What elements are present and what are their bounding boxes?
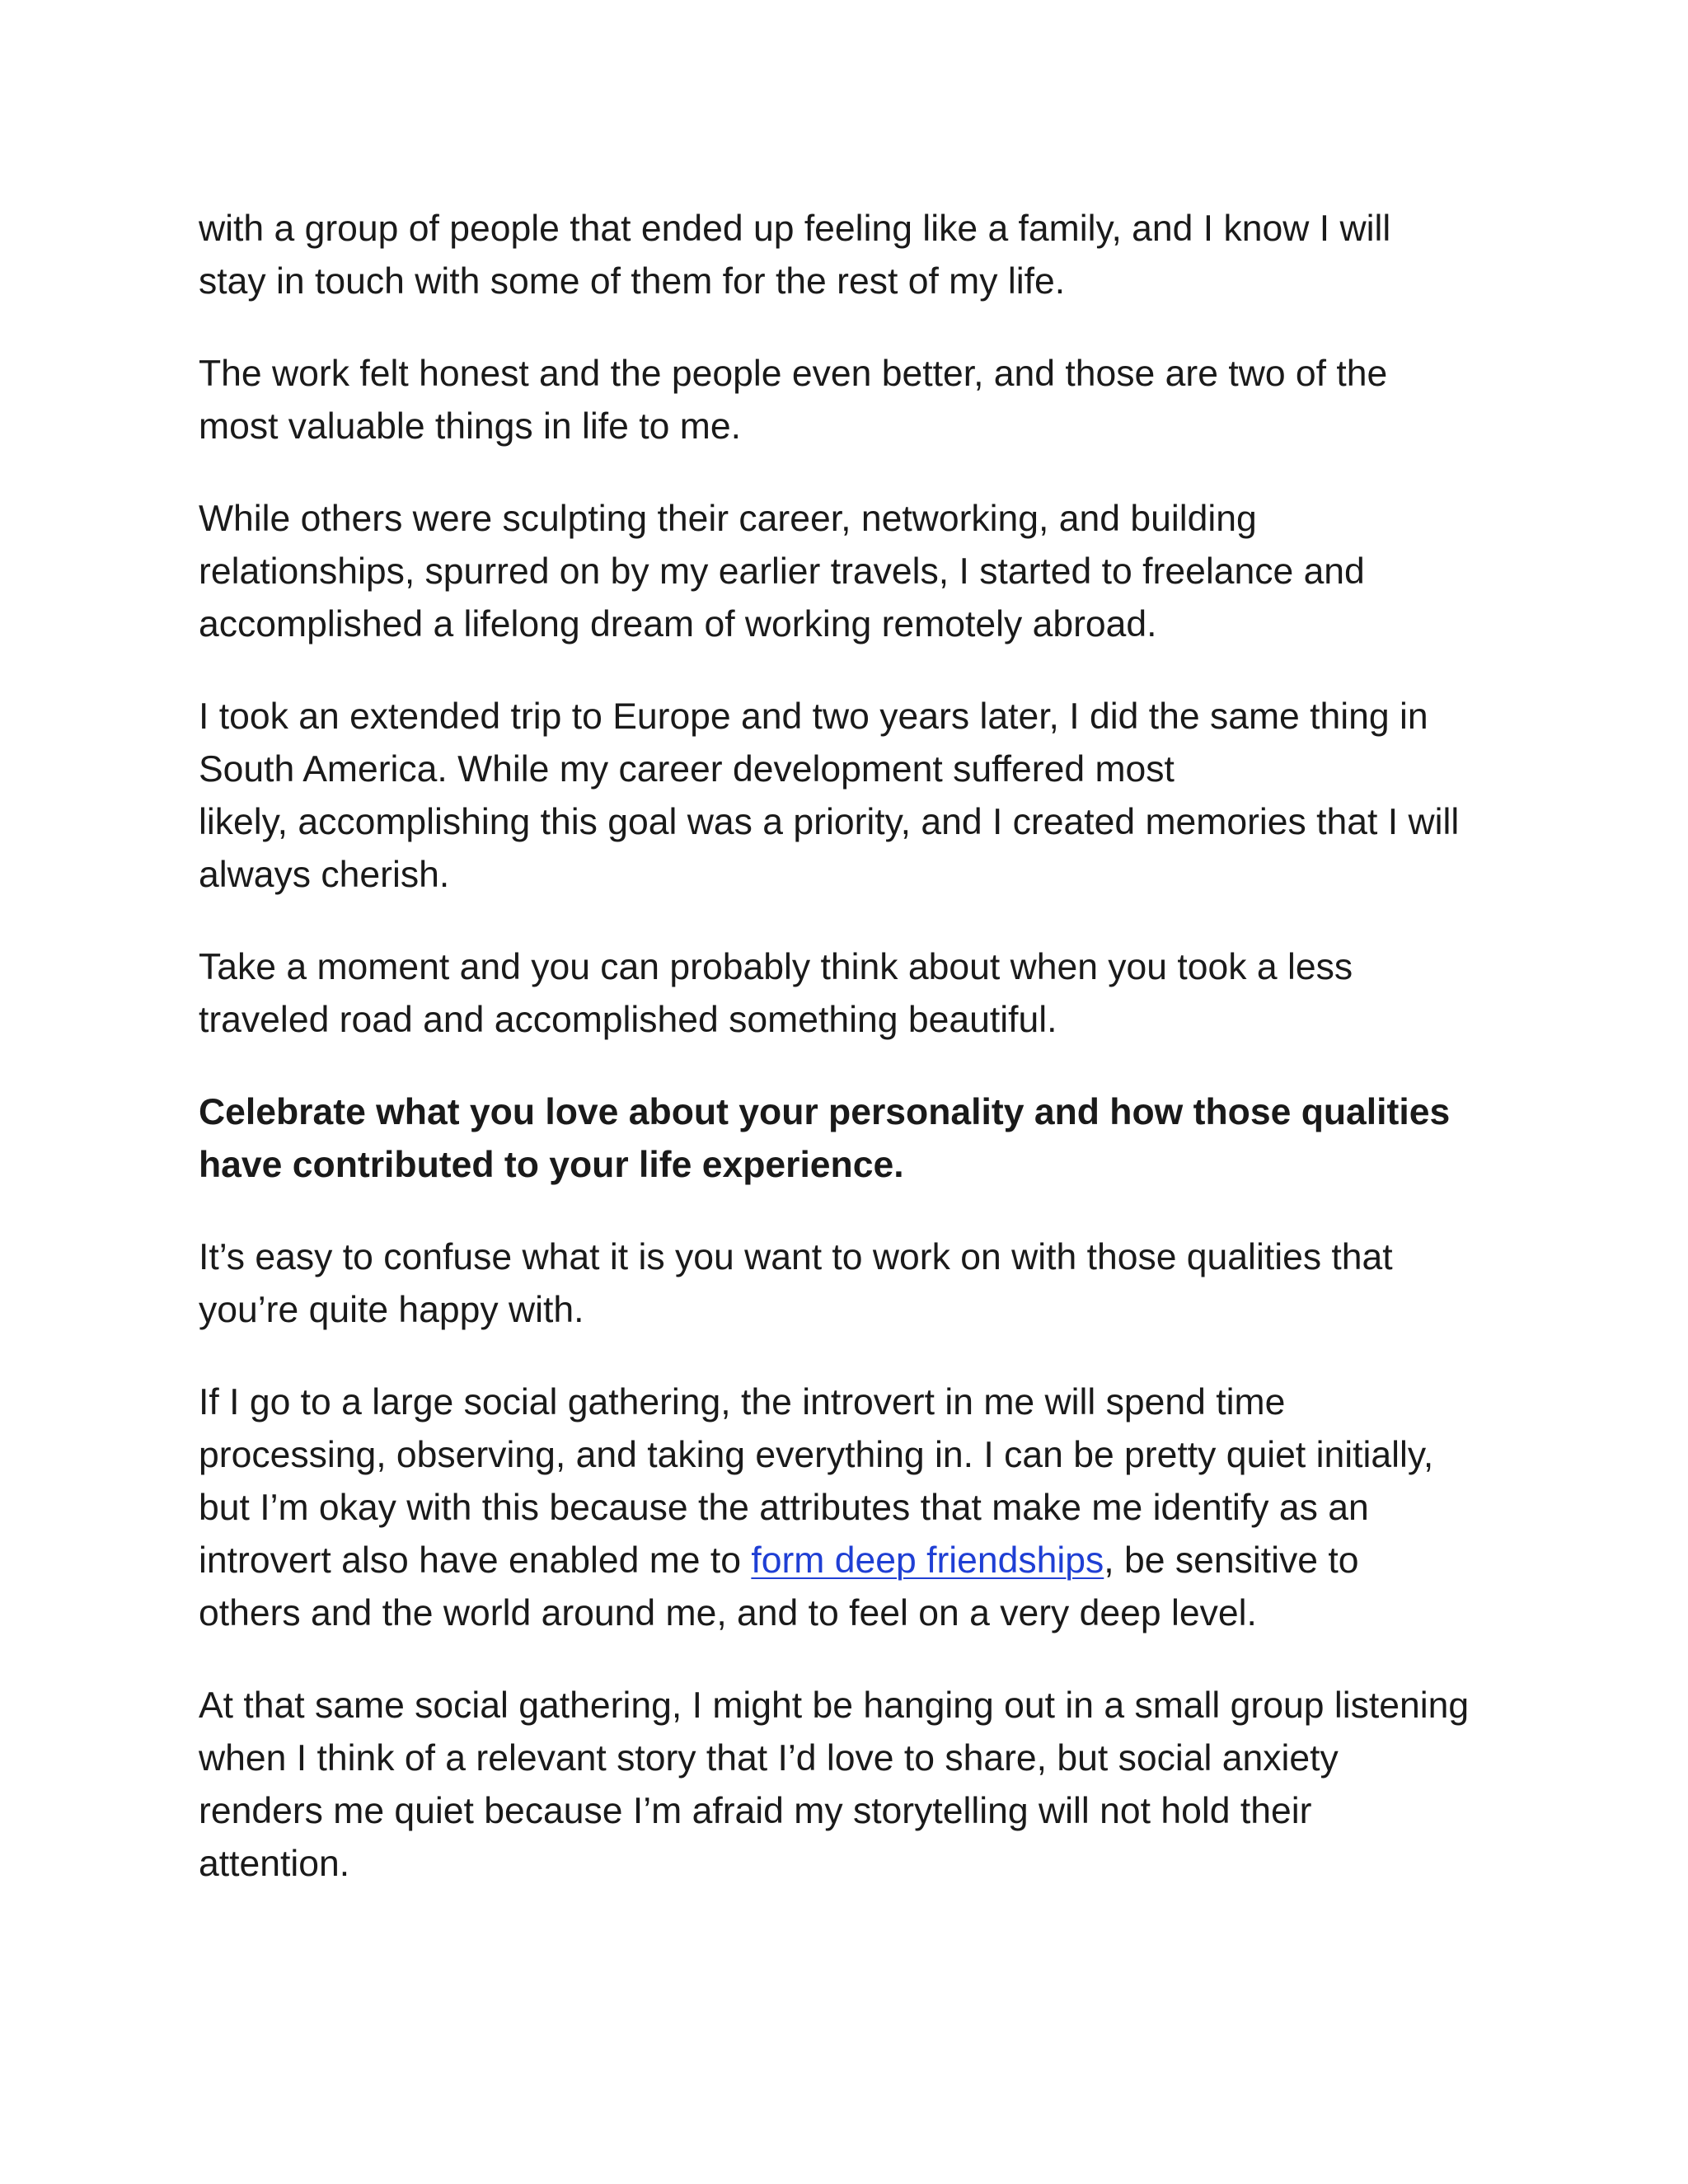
paragraph-3 [199,493,1501,651]
paragraph-4 [199,691,1501,902]
text-line: with a group of people that ended up feeling like a family, and I know I will [199,209,1391,249]
text-segment: introvert also have enabled me to [199,1540,752,1581]
text-line: South America. While my career development suffered most [199,749,1175,790]
text-segment: , be sensitive to [1104,1540,1359,1581]
text-line: While others were sculpting their career, networking, and building [199,499,1257,539]
text-line: The work felt honest and the people even better, and those are two of the [199,354,1388,394]
text-line: you’re quite happy with. [199,1290,584,1330]
text-line: accomplished a lifelong dream of working remotely abroad. [199,604,1157,644]
text-line: processing, observing, and taking everything in. I can be pretty quiet initially, [199,1435,1434,1475]
text-line: likely, accomplishing this goal was a priority, and I created memories that I will [199,802,1460,842]
paragraph-8 [199,1680,1501,1891]
heading-line: Celebrate what you love about your personality and how those qualities [199,1092,1451,1132]
text-line: If I go to a large social gathering, the introvert in me will spend time [199,1382,1286,1422]
text-line: traveled road and accomplished something beautiful. [199,1000,1057,1040]
text-line: others and the world around me, and to feel on a very deep level. [199,1593,1257,1633]
paragraph-1 [199,203,1501,308]
text-line: At that same social gathering, I might be hanging out in a small group listening [199,1685,1470,1726]
paragraph-6 [199,1231,1501,1337]
text-line: attention. [199,1844,350,1884]
text-line: renders me quiet because I’m afraid my storytelling will not hold their [199,1791,1312,1831]
paragraph-5 [199,941,1501,1047]
section-heading [199,1086,1501,1192]
text-line: most valuable things in life to me. [199,406,741,447]
paragraph-2 [199,348,1501,453]
paragraph-7 [199,1376,1501,1640]
text-line: when I think of a relevant story that I’d love to share, but social anxiety [199,1738,1339,1779]
text-line: It’s easy to confuse what it is you want to work on with those qualities that [199,1237,1393,1277]
text-line: always cherish. [199,855,450,895]
heading-line: have contributed to your life experience. [199,1145,904,1185]
text-line: Take a moment and you can probably think about when you took a less [199,947,1353,987]
document-body [199,203,1501,1930]
text-line-with-link [199,1535,1501,1587]
text-line: I took an extended trip to Europe and two years later, I did the same thing in [199,696,1428,737]
text-line: relationships, spurred on by my earlier travels, I started to freelance and [199,551,1365,592]
text-line: stay in touch with some of them for the rest of my life. [199,261,1066,302]
form-deep-friendships-link[interactable]: form deep friendships [751,1540,1104,1581]
text-line: but I’m okay with this because the attributes that make me identify as an [199,1488,1369,1528]
